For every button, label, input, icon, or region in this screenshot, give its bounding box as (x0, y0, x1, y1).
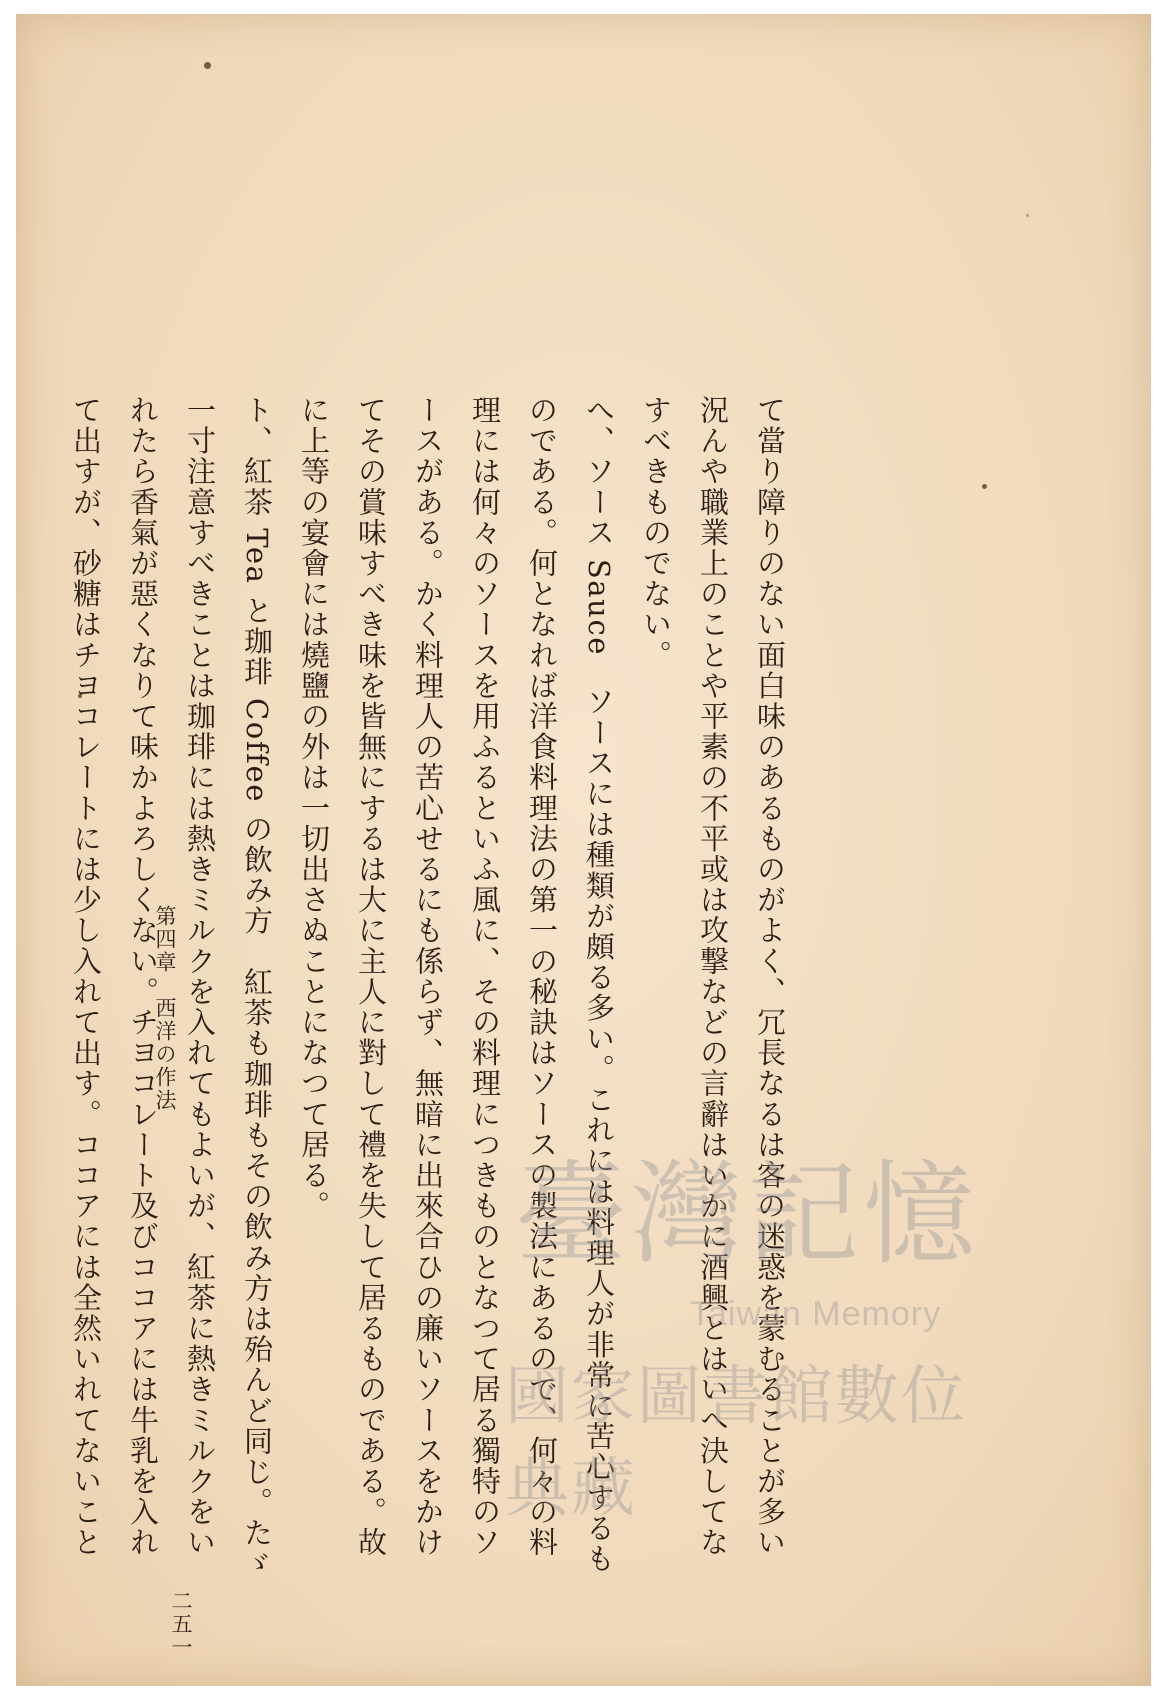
text-column: すべきものでない。 (639, 395, 673, 671)
text-column: ースがある。かく料理人の苦心せるにも係らず、無暗に出來合ひの廉いソースをかけ (411, 395, 445, 1558)
text-column: てその賞味すべき味を皆無にするは大に主人に對して禮を失して居るものである。故 (354, 395, 388, 1558)
text-column: に上等の宴會には燒鹽の外は一切出さぬことになつて居る。 (297, 395, 331, 1222)
page-number: 二五一 (169, 1590, 193, 1659)
paper-spot (204, 62, 211, 69)
text-column: て當り障りのない面白味のあるものがよく、冗長なるは客の迷惑を蒙むることが多い (753, 395, 787, 1558)
text-column: 理には何々のソースを用ふるといふ風に、その料理につきものとなつて居る獨特のソ (468, 395, 502, 1558)
text-column: 一寸注意すべきことは珈琲には熱きミルクを入れてもよいが、紅茶に熱きミルクをい (183, 395, 217, 1558)
text-column: へ、ソース Sauce ソースには種類が頗る多い。これには料理人が非常に苦心するも (582, 395, 616, 1575)
watermark-english-text: Taiwan Memory (690, 1295, 942, 1333)
text-column: れたら香氣が惡くなりて味かよろしくない。チヨコレート及びココアには牛乳を入れ (126, 395, 160, 1558)
paper-spot (982, 484, 987, 489)
text-column: のである。何となれば洋食料理法の第一の秘訣はソースの製法にあるので、何々の料 (525, 395, 559, 1558)
watermark-chinese-text: 臺灣記憶 (515, 1150, 979, 1280)
running-footer-chapter: 第四章 西洋の作法 (153, 905, 177, 1112)
text-column: て出すが、砂糖はチヨコレートには少し入れて出す。ココアには全然いれてないこと (69, 395, 103, 1558)
paper-spot (1026, 214, 1029, 217)
text-column: ト、紅茶 Tea と珈琲 Coffee の飲み方 紅茶も珈琲もその飲み方は殆んど同じ。たゞ (240, 395, 274, 1579)
text-column: 況んや職業上のことや平素の不平或は攻撃などの言辭はいかに酒興とはいへ決してな (696, 395, 730, 1558)
watermark-library-text: 國家圖書館數位典藏 (505, 1360, 967, 1526)
